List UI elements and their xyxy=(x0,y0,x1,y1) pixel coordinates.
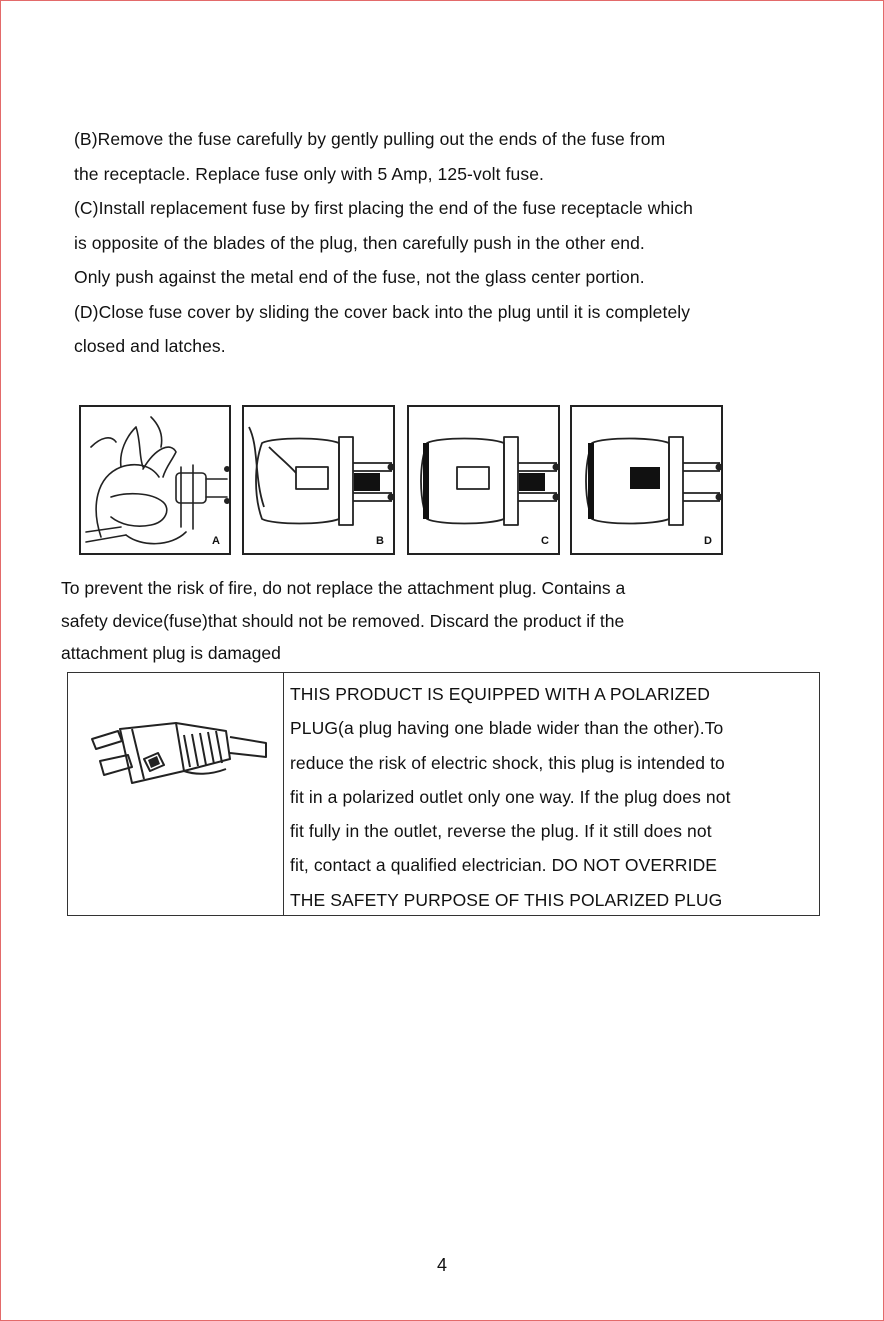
notice-line: THIS PRODUCT IS EQUIPPED WITH A POLARIZED xyxy=(290,684,710,704)
notice-line: PLUG(a plug having one blade wider than the other).To xyxy=(290,718,724,739)
notice-line: fit, contact a qualified electrician. DO NOT OVERRIDE xyxy=(290,855,718,876)
figure-label: B xyxy=(376,535,384,547)
polarized-plug-notice xyxy=(290,677,820,917)
fuse-instructions xyxy=(74,122,834,364)
polarized-plug-table xyxy=(67,672,820,916)
notice-line: THE SAFETY PURPOSE OF THIS POLARIZED PLUG xyxy=(290,889,723,910)
fuse-removal-illustration xyxy=(244,407,395,555)
polarized-plug-icon xyxy=(80,717,270,802)
figure-panel-d xyxy=(570,405,723,555)
fuse-install-illustration xyxy=(409,407,560,555)
instruction-line: (C)Install replacement fuse by first placing the end of the fuse receptacle which xyxy=(74,198,693,218)
figure-label: D xyxy=(704,535,712,547)
hand-removing-cover-illustration xyxy=(81,407,231,555)
warning-line: attachment plug is damaged xyxy=(61,643,281,663)
figure-panel-c xyxy=(407,405,560,555)
instruction-line: Only push against the metal end of the fuse, not the glass center portion. xyxy=(74,267,645,287)
instruction-line: (D)Close fuse cover by sliding the cover back into the plug until it is completely xyxy=(74,301,691,322)
warning-line: safety device(fuse)that should not be removed. Discard the product if the xyxy=(61,610,625,631)
figure-label: C xyxy=(541,535,549,547)
notice-line: fit in a polarized outlet only one way. If the plug does not xyxy=(290,786,731,807)
instruction-line: (B)Remove the fuse carefully by gently pulling out the ends of the fuse from xyxy=(74,129,666,149)
warning-line: To prevent the risk of fire, do not replace the attachment plug. Contains a xyxy=(61,578,626,598)
fire-warning xyxy=(61,572,821,670)
page-number: 4 xyxy=(436,1255,447,1275)
table-divider xyxy=(283,673,284,915)
fuse-cover-closed-illustration xyxy=(572,407,723,555)
fuse-replacement-figures xyxy=(79,405,724,557)
notice-line: reduce the risk of electric shock, this plug is intended to xyxy=(290,752,725,773)
figure-label: A xyxy=(212,535,220,547)
figure-panel-b xyxy=(242,405,395,555)
notice-line: fit fully in the outlet, reverse the plug. If it still does not xyxy=(290,821,712,842)
figure-panel-a xyxy=(79,405,231,555)
instruction-line: is opposite of the blades of the plug, then carefully push in the other end. xyxy=(74,232,645,253)
instruction-line: closed and latches. xyxy=(74,336,226,356)
instruction-line: the receptacle. Replace fuse only with 5 Amp, 125-volt fuse. xyxy=(74,163,545,184)
